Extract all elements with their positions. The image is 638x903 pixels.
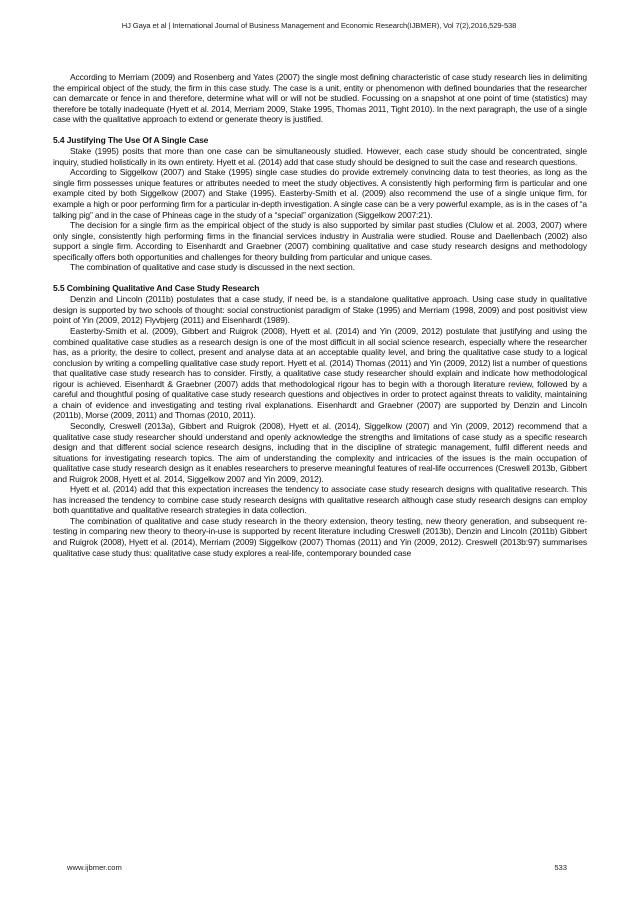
paragraph: The combination of qualitative and case study is discussed in the next section. — [70, 262, 355, 273]
paragraph: Secondly, Creswell (2013a), Gibbert and Ruigrok (2008), Hyett et al. (2014), Siggelkow (2007) and Yin (2009, 2012) recommend that a qualitative case study researcher should understand and openly acknowledge the strengths and limitations of case study as a specific research design and that different social science research designs, including that in the discipline of strategic management, fulfil different needs and situations for investigating research topics. The aim of understanding the complexity and intricacies of the issues is the main occupation of qualitative case study research design as it enables researchers to preserve meaningful features of real-life occurrences (Creswell 2013b, Gibbert and Ruigrok 2008, Hyett et al. 2014, Siggelkow 2007 and Yin 2009, 2012). — [53, 420, 587, 484]
paragraph-intro: According to Merriam (2009) and Rosenberg and Yates (2007) the single most defining characteristic of case study research lies in delimiting the empirical object of the study, the firm in this case study. The case is a unit, entity or phenomenon with defined boundaries that the researcher can demarcate or fence in and therefore, determine what will or will not be studied. Focussing on a snapshot at one point of time (statistics) may therefore be totally inadequate (Hyett et al. 2014, Merriam 2009, Stake 1995, Thomas 2011, Tight 2010). In the next paragraph, the use of a single case with the qualitative approach to extend or generate theory is justified. — [53, 72, 587, 125]
page-footer — [67, 863, 567, 872]
paragraph: The combination of qualitative and case study research in the theory extension, theory testing, new theory generation, and subsequent re-testing in comparing new theory to theory-in-use is supported by recent literature including Creswell (2013b), Denzin and Lincoln (2011b) Gibbert and Ruigrok (2008), Hyett et al. (2014), Merriam (2009) Siggelkow (2007) Thomas (2011) and Yin (2009, 2012). Creswell (2013b:97) summarises qualitative case study thus: qualitative case study explores a real-life, contemporary bounded case — [53, 515, 587, 558]
paragraph: The decision for a single firm as the empirical object of the study is also supported by similar past studies (Clulow et al. 2003, 2007) where only single, consistently high performing firms in the financial services industry in Australia were studied. Rouse and Daellenbach (2002) also support a single firm. According to Eisenhardt and Graebner (2007) combining qualitative and case study research designs and methodology specifically offers both opportunities and challenges for theory building from particular and unique cases. — [53, 220, 587, 262]
paragraph: Easterby-Smith et al. (2009), Gibbert and Ruigrok (2008), Hyett et al. (2014) and Yin (2009, 2012) postulate that justifying and using the combined qualitative case studies as a research design is one of the most difficult in all social science research, especially where the researcher has, as a priority, the desire to collect, present and analyse data at an acceptable quality level, and bring the qualitative case study to a logical conclusion by writing a compelling qualitative case study report. Hyett et al. (2014) Thomas (2011) and Yin (2009, 2012) list a number of questions that qualitative case study research has to consider. Firstly, a qualitative case study researcher should explain and indicate how methodological rigour is achieved. Eisenhardt & Graebner (2007) adds that methodological rigour has to begin with a thorough literature review, followed by a careful and thoughtful posing of qualitative case study research questions and objectives in order to protect against threats to validity, maintaining a chain of evidence and investigating and testing rival explanations. Eisenhardt and Graebner (2007) are supported by Denzin and Lincoln (2011b), Morse (2009, 2011) and Thomas (2010, 2011). — [53, 326, 587, 421]
body-text — [53, 72, 587, 558]
section-heading-5-5: 5.5 Combining Qualitative And Case Study Research — [53, 282, 260, 293]
running-header: HJ Gaya et al | International Journal of Business Management and Economic Research(IJBMER), Vol 7(2),2016,529-538 — [121, 21, 517, 30]
section-heading-5-4: 5.4 Justifying The Use Of A Single Case — [53, 134, 209, 145]
paragraph: According to Siggelkow (2007) and Stake (1995) single case studies do provide extremely convincing data to test theories, as long as the single firm possesses unique features or attributes needed to meet the study objectives. A consistently high performing firm is particular and one example cited by both Siggelkow (2007) and Stake (1995). Easterby-Smith et al. (2009) also recommend the use of a single unique firm, for example a high or poor performing firm for a particular in-depth investigation. A single case can be a very powerful example, as is in the cases of “a talking pig” and in the case of Phineas cage in the study of a “special” organization (Siggelkow 2007:21). — [53, 167, 587, 220]
paragraph: Hyett et al. (2014) add that this expectation increases the tendency to associate case study research designs with qualitative research. This has increased the tendency to combine case study research designs with qualitative research although case study research designs can employ both quantitative and qualitative research strategies in data collection. — [53, 484, 587, 516]
paragraph: Denzin and Lincoln (2011b) postulates that a case study, if need be, is a standalone qualitative approach. Using case study in qualitative design is supported by two schools of thought: social constructionist paradigm of Stake (1995) and Merriam (1998, 2009) and post positivist view point of Yin (2009, 2012) Flyvbjerg (2011) and Eisenhardt (1989). — [53, 294, 587, 326]
paragraph: Stake (1995) posits that more than one case can be simultaneously studied. However, each case study should be concentrated, single inquiry, studied holistically in its own entirety. Hyett et al. (2014) add that case study should be designed to suit the case and research questions. — [53, 146, 587, 167]
page-number: 533 — [554, 863, 567, 872]
footer-website: www.ijbmer.com — [67, 863, 122, 872]
